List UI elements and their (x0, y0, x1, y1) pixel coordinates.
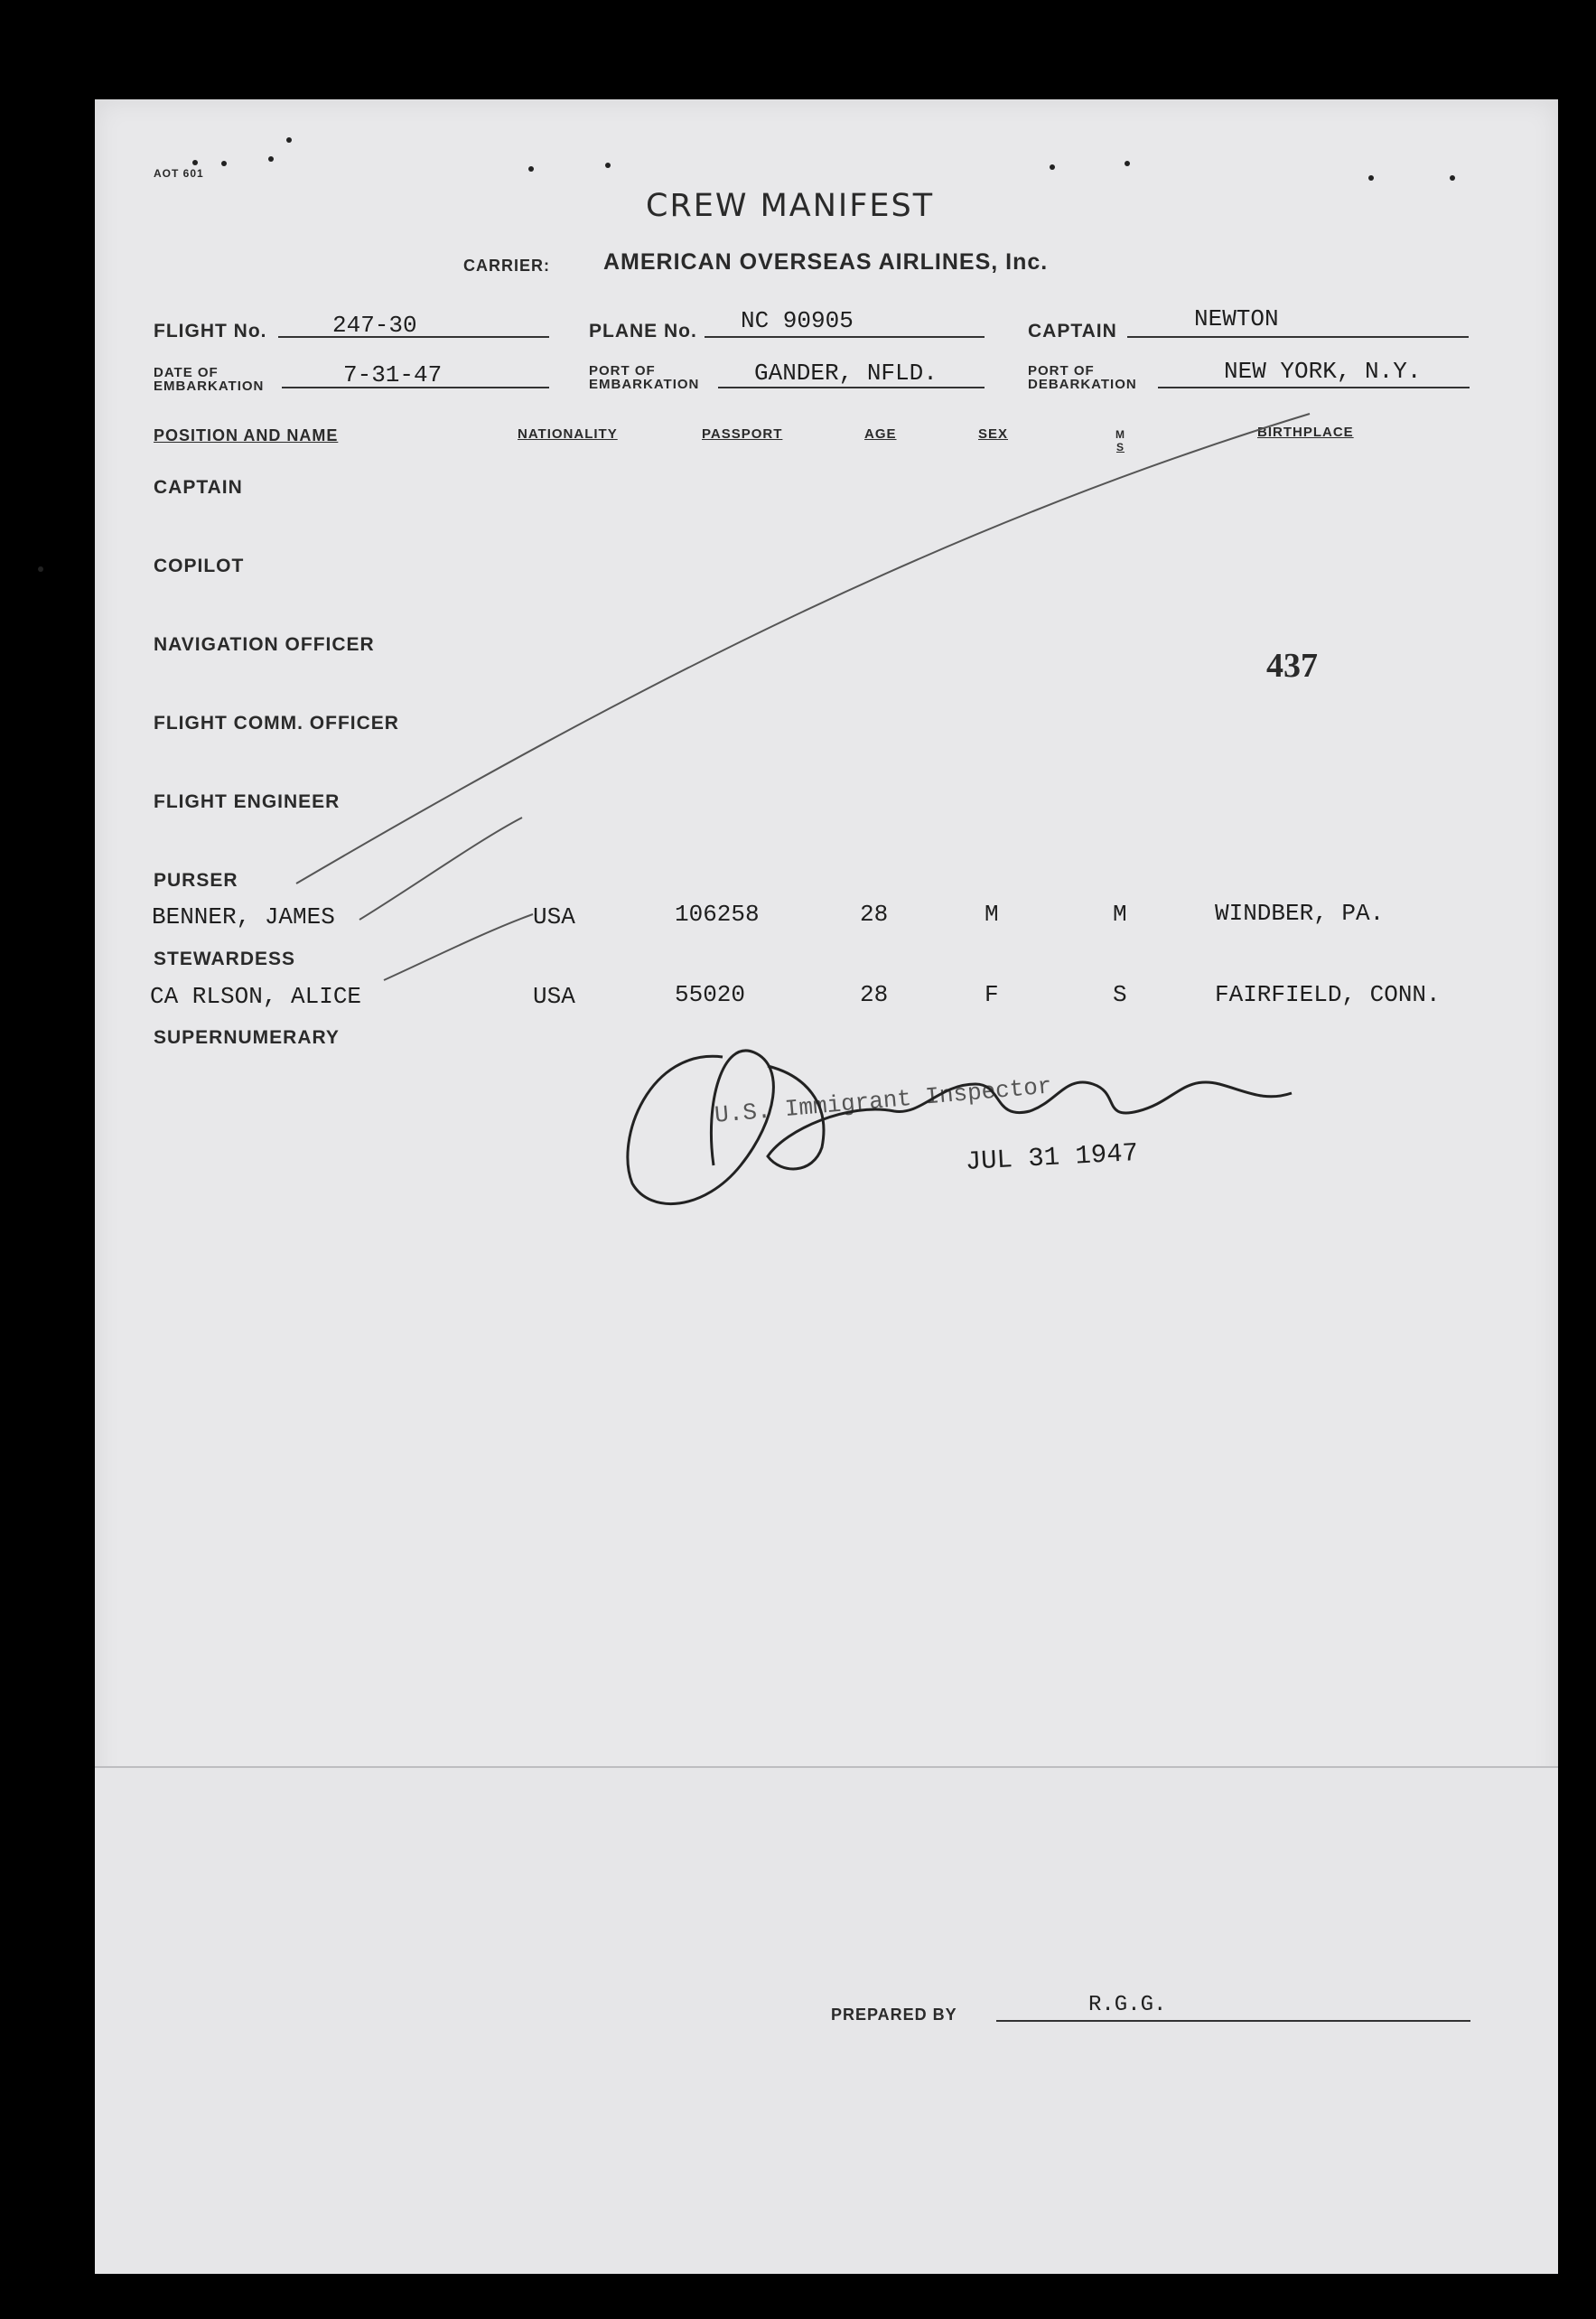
pencil-line (296, 414, 1310, 884)
port-embarkation-label-line2: EMBARKATION (589, 377, 700, 392)
inspector-stamp: U.S. Immigrant Inspector (714, 1072, 1053, 1129)
plane-no-label: PLANE No. (589, 321, 697, 341)
carrier-label: CARRIER: (463, 257, 550, 275)
column-header-marital-line1: M (1115, 428, 1125, 441)
crew-nationality: USA (533, 903, 575, 930)
crew-marital-status: M (1113, 901, 1127, 928)
page-number: 437 (1266, 647, 1318, 685)
column-header-passport: PASSPORT (702, 426, 783, 442)
flight-no-value: 247-30 (332, 312, 417, 339)
column-header-nationality: NATIONALITY (518, 426, 618, 442)
form-code: AOT 601 (154, 167, 204, 180)
signature-stroke (628, 1051, 773, 1204)
inspector-signature (596, 1030, 1319, 1229)
crew-sex: M (985, 901, 999, 928)
stamp-date: JUL 31 1947 (965, 1137, 1139, 1177)
plane-no-value: NC 90905 (741, 307, 854, 334)
crew-passport: 106258 (675, 901, 760, 928)
date-embarkation-label-line2: EMBARKATION (154, 379, 265, 394)
position-flight-engineer: FLIGHT ENGINEER (154, 791, 341, 812)
crew-age: 28 (860, 901, 889, 928)
column-header-age: AGE (864, 426, 897, 442)
crew-name: BENNER, JAMES (152, 903, 335, 930)
crew-nationality: USA (533, 983, 575, 1010)
column-header-marital-line2: S (1115, 441, 1125, 454)
flight-no-label: FLIGHT No. (154, 321, 267, 341)
crew-birthplace: FAIRFIELD, CONN. (1215, 981, 1441, 1008)
prepared-by-underline (996, 2020, 1470, 2022)
port-embarkation-value: GANDER, NFLD. (754, 360, 938, 387)
captain-value: NEWTON (1194, 305, 1279, 332)
crew-birthplace: WINDBER, PA. (1215, 900, 1385, 927)
page-title: CREW MANIFEST (646, 188, 935, 224)
captain-label: CAPTAIN (1028, 321, 1117, 341)
port-embarkation-label-line1: PORT OF (589, 363, 656, 379)
crew-age: 28 (860, 981, 889, 1008)
crew-sex: F (985, 981, 999, 1008)
crew-marital-status: S (1113, 981, 1127, 1008)
column-header-birthplace: BIRTHPLACE (1257, 425, 1354, 440)
port-debarkation-label-line1: PORT OF (1028, 363, 1095, 379)
date-embarkation-label-line1: DATE OF (154, 365, 219, 380)
crew-passport: 55020 (675, 981, 746, 1008)
position-supernumerary: SUPERNUMERARY (154, 1027, 340, 1048)
position-captain: CAPTAIN (154, 477, 243, 498)
date-embarkation-value: 7-31-47 (343, 361, 443, 388)
position-purser: PURSER (154, 870, 238, 891)
prepared-by-label: PREPARED BY (831, 2006, 957, 2024)
column-header-sex: SEX (978, 426, 1009, 442)
position-flight-comm-officer: FLIGHT COMM. OFFICER (154, 713, 399, 734)
crew-name: CA RLSON, ALICE (150, 983, 362, 1010)
position-navigation-officer: NAVIGATION OFFICER (154, 634, 375, 655)
position-copilot: COPILOT (154, 556, 245, 576)
column-header-position-name: POSITION AND NAME (154, 426, 339, 444)
pencil-line (384, 914, 533, 980)
position-stewardess: STEWARDESS (154, 949, 296, 969)
port-debarkation-value: NEW YORK, N.Y. (1224, 358, 1422, 385)
prepared-by-value: R.G.G. (1088, 1993, 1167, 2017)
signature-stroke (768, 1066, 1292, 1169)
port-debarkation-label-line2: DEBARKATION (1028, 377, 1137, 392)
carrier-name: AMERICAN OVERSEAS AIRLINES, Inc. (603, 249, 1049, 275)
